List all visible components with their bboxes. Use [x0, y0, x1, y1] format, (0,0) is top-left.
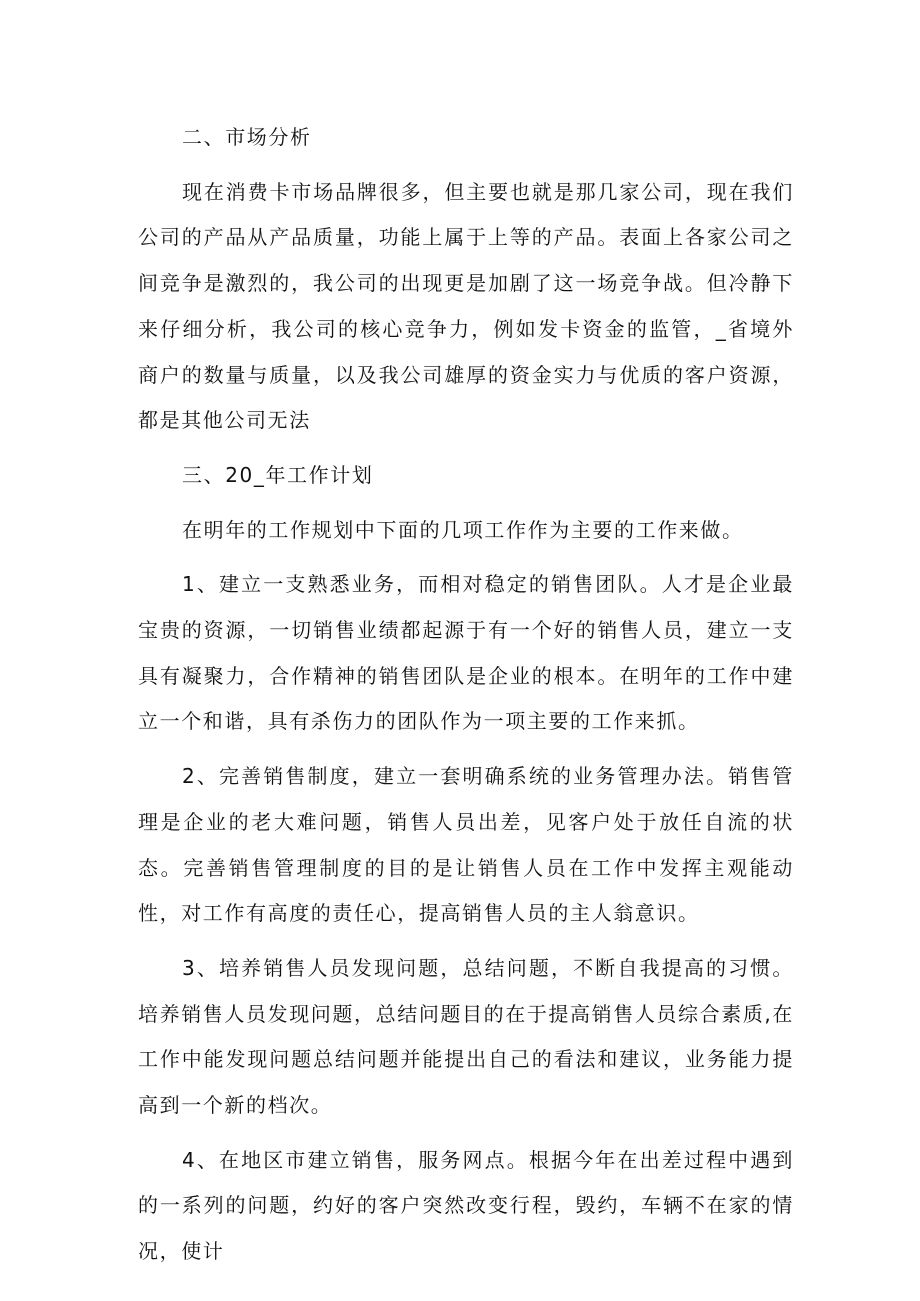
section-heading-work-plan: 三、20_年工作计划	[182, 462, 374, 487]
document-body	[138, 115, 794, 1275]
paragraph-plan-item-2: 2、完善销售制度，建立一套明确系统的业务管理办法。销售管理是企业的老大难问题，销售人员出差，见客户处于放任自流的状态。完善销售管理制度的目的是让销售人员在工作中发挥主观能动性，对工作有高度的责任心，提高销售人员的主人翁意识。	[138, 764, 794, 926]
paragraph-work-plan-intro: 在明年的工作规划中下面的几项工作作为主要的工作来做。	[182, 517, 744, 542]
paragraph-market-analysis: 现在消费卡市场品牌很多，但主要也就是那几家公司，现在我们公司的产品从产品质量，功能上属于上等的产品。表面上各家公司之间竞争是激烈的，我公司的出现更是加剧了这一场竞争战。但冷静下来仔细分析，我公司的核心竞争力，例如发卡资金的监管，_省境外商户的数量与质量，以及我公司雄厚的资金实力与优质的客户资源，都是其他公司无法	[138, 179, 794, 433]
section-heading-market-analysis: 二、市场分析	[182, 125, 312, 149]
paragraph-plan-item-3: 3、培养销售人员发现问题，总结问题，不断自我提高的习惯。培养销售人员发现问题，总结问题目的在于提高销售人员综合素质,在工作中能发现问题总结问题并能提出自己的看法和建议，业务能力提高到一个新的档次。	[138, 955, 794, 1118]
paragraph-plan-item-4: 4、在地区市建立销售，服务网点。根据今年在出差过程中遇到的一系列的问题，约好的客户突然改变行程，毁约，车辆不在家的情况，使计	[138, 1147, 794, 1264]
paragraph-plan-item-1: 1、建立一支熟悉业务，而相对稳定的销售团队。人才是企业最宝贵的资源，一切销售业绩都起源于有一个好的销售人员，建立一支具有凝聚力，合作精神的销售团队是企业的根本。在明年的工作中建立一个和谐，具有杀伤力的团队作为一项主要的工作来抓。	[138, 572, 794, 734]
